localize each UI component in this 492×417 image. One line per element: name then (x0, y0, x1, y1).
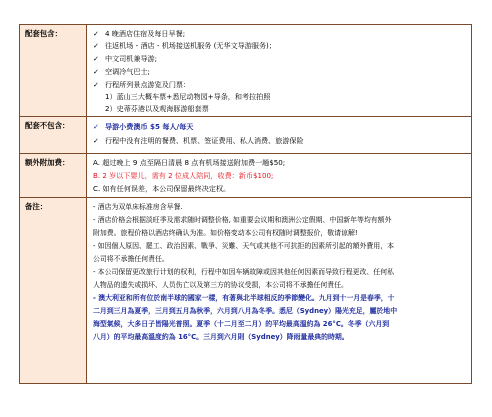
extra-content (87, 154, 471, 197)
list-item: ✓ 导游小费澳币 $5 每人/每天 (93, 122, 194, 131)
check-icon: ✓ (93, 54, 99, 63)
note-line: - 酒店为双单床标准房含早餐. (93, 203, 183, 211)
check-icon: ✓ (93, 67, 99, 76)
notes-label: 备注： (25, 202, 48, 211)
included-row (20, 25, 471, 117)
list-subitem: 1）蓝山三大概车票+悉尼动物园+导条，和考拉拍照 (105, 92, 271, 101)
note-line: - 如因個人原因、罷工、政治因素、戰爭、災難、天气或其他不可抗拒的因素所引起的額外費用，本 (93, 242, 394, 250)
notes-label-cell (20, 198, 87, 383)
list-item: ✓ 4 晚酒店住宿及每日早餐; (93, 29, 186, 38)
list-item: ✓ 行程所列景点游览及门票： (93, 80, 191, 89)
included-content (87, 25, 471, 116)
list-item: ✓ 行程中没有注明的餐费、机票、签证费用、私人消费、旅游保险 (93, 136, 304, 145)
extra-label: 额外附加费： (25, 158, 70, 167)
note-line: - 澳大利亚和所有位於南半球的國家一樣，有著與北半球相反的季節變化。九月到十一月是春季，十 (93, 294, 395, 302)
included-label: 配套包含： (25, 29, 62, 38)
check-icon: ✓ (93, 29, 99, 38)
note-line: 附加费。旅程价格以酒店终确认为准。如价格变动本公司有权随时调整报价，敬请谅解! (93, 229, 358, 237)
check-icon: ✓ (93, 80, 99, 89)
note-line: 人物品的遗失或损坏、人员伤亡以及第三方的协议受损，本公司将不承擔任何責任。 (93, 281, 348, 289)
note-line: 公司将不承擔任何責任。 (93, 255, 169, 263)
list-subitem: 2）史蒂芬港以及观海豚游船套票 (105, 104, 209, 113)
list-item: ✓ 中文司机兼导游; (93, 54, 158, 63)
notes-row (20, 198, 471, 383)
extra-label-cell (20, 154, 87, 197)
extra-item: B. 2 岁以下婴儿，需有 2 位成人陪同，收费：新币$100; (93, 171, 274, 180)
excluded-label: 配套不包含： (25, 121, 70, 130)
extra-item: C. 如有任何误差，本公司保留最终决定权。 (93, 184, 231, 193)
excluded-row (20, 117, 471, 154)
note-line: - 酒店价格会根据淡旺季及需求随时调整价格, 如重要会议期和澳洲公定假期、中国新年等均有额外 (93, 216, 392, 224)
check-icon: ✓ (93, 41, 99, 50)
check-icon: ✓ (93, 122, 99, 131)
list-item: ✓ 空调冷气巴士; (93, 67, 150, 76)
note-line: 八月）的平均最高溫度約為 16°C。三月到六月則（Sydney）降雨量最典的時期。 (93, 333, 349, 341)
extra-row (20, 154, 471, 198)
excluded-content (87, 117, 471, 153)
check-icon: ✓ (93, 136, 99, 145)
package-table (19, 24, 472, 384)
note-line: 二月到三月為夏季，三月到五月為秋季，六月到八月為冬季。悉尼（Sydney）陽光充足，屬於地中 (93, 307, 398, 315)
included-label-cell (20, 25, 87, 116)
excluded-label-cell (20, 117, 87, 153)
note-line: - 本公司保留更改旅行计划的权利，行程中如因车辆故障或因其他任何因素而导致行程更改、任何私 (93, 268, 394, 276)
list-item: ✓ 往返机场 - 酒店 - 机场接送机服务 (无华文导游服务)； (93, 41, 276, 50)
note-line: 海型氣候，大多日子皆陽光普照。夏季（十二月至二月）的平均最高溫約為 26°C。冬季（六月到 (93, 320, 390, 328)
extra-item: A. 超过晚上 9 点至隔日清晨 8 点有机场接送附加费一趟$50; (93, 158, 286, 167)
notes-content (87, 198, 471, 383)
